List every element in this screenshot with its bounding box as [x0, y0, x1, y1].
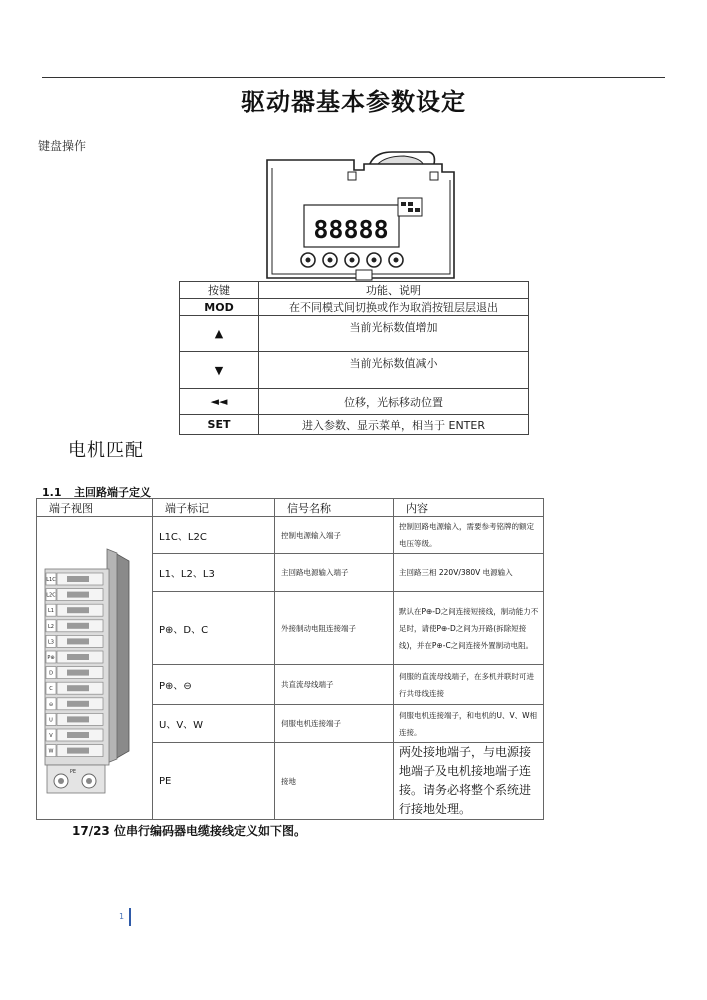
terminal-label-pe: PE [69, 769, 77, 775]
signal-main-power: 主回路电源输入端子 [275, 554, 394, 592]
terminal-label: V [49, 733, 53, 739]
key-shift-icon: ◄◄ [180, 389, 259, 415]
col-signal: 信号名称 [275, 499, 394, 517]
terminal-label: W [48, 748, 54, 755]
encoder-note: 17/23 位串行编码器电缆接线定义如下图。 [72, 824, 306, 838]
terminal-screw [67, 670, 89, 676]
terminal-label: L3 [48, 639, 54, 646]
signal-brake-resistor: 外接制动电阻连接端子 [275, 592, 394, 665]
key-down-desc: 当前光标数值减小 [259, 352, 529, 389]
content-ground: 两处接地端子，与电源接地端子及电机接地端子连接。请务必将整个系统进行接地处理。 [394, 743, 544, 820]
signal-control-power: 控制电源输入端子 [275, 517, 394, 554]
col-view: 端子视图 [37, 499, 153, 517]
terminal-label: L1 [48, 608, 54, 615]
terminal-label: ⊖ [48, 701, 54, 708]
terminal-view [37, 517, 153, 820]
key-set-desc: 进入参数、显示菜单，相当于 ENTER [259, 415, 529, 435]
drive-panel-illustration [264, 150, 459, 282]
terminal-label: P⊕ [47, 655, 55, 661]
col-content: 内容 [394, 499, 544, 517]
content-brake-resistor: 默认在P⊕-D之间连接短接线，制动能力不足时，请使P⊕-D之间为开路(拆除短接线)，并在P⊕-C之间连接外置制动电阻。 [394, 592, 544, 665]
terminal-table [36, 498, 544, 820]
terminal-screw [67, 623, 89, 629]
key-down-icon: ▼ [180, 352, 259, 389]
signal-motor: 伺服电机连接端子 [275, 705, 394, 743]
key-mod: MOD [180, 299, 259, 316]
content-motor: 伺服电机连接端子，和电机的U、V、W相连接。 [394, 705, 544, 743]
key-function-table [179, 281, 529, 435]
mark-main-power: L1、L2、L3 [153, 554, 275, 592]
mark-brake-resistor: P⊕、D、C [153, 592, 275, 665]
section-title: 电机匹配 [68, 440, 144, 461]
key-up-desc: 当前光标数值增加 [259, 316, 529, 352]
terminal-screw [67, 654, 89, 660]
terminal-screw [67, 701, 89, 707]
col-mark: 端子标记 [153, 499, 275, 517]
key-up-icon: ▲ [180, 316, 259, 352]
keyboard-label: 键盘操作 [38, 139, 87, 153]
key-header: 按键 [180, 282, 259, 299]
terminal-screw [67, 592, 89, 598]
key-shift-desc: 位移，光标移动位置 [259, 389, 529, 415]
mark-control-power: L1C、L2C [153, 517, 275, 554]
page-number: 1 [119, 912, 125, 921]
terminal-screw [67, 685, 89, 691]
content-main-power: 主回路三相 220V/380V 电源输入 [394, 554, 544, 592]
terminal-screw [67, 607, 89, 613]
signal-dc-bus: 共直流母线端子 [275, 665, 394, 705]
terminal-screw [67, 638, 89, 644]
function-header: 功能、说明 [259, 282, 529, 299]
terminal-screw [67, 716, 89, 722]
page-number-bar [129, 908, 131, 926]
key-mod-desc: 在不同模式间切换或作为取消按钮层层退出 [259, 299, 529, 316]
seven-segment-display: 88888 [313, 215, 389, 244]
terminal-block-illustration [37, 519, 152, 817]
mark-motor: U、V、W [153, 705, 275, 743]
terminal-screw [67, 732, 89, 738]
content-control-power: 控制回路电源输入，需要参考铭牌的额定电压等级。 [394, 517, 544, 554]
terminal-label: C [49, 686, 53, 693]
terminal-label: U [49, 717, 53, 724]
key-set: SET [180, 415, 259, 435]
mark-ground: PE [153, 743, 275, 820]
terminal-label: L1C [46, 577, 56, 583]
terminal-label: L2C [46, 592, 56, 599]
signal-ground: 接地 [275, 743, 394, 820]
page-title: 驱动器基本参数设定 [241, 88, 466, 116]
subsection-text: 主回路端子定义 [74, 486, 151, 499]
terminal-screw [67, 748, 89, 754]
terminal-label: D [49, 670, 53, 677]
content-dc-bus: 伺服的直流母线端子，在多机并联时可进行共母线连接 [394, 665, 544, 705]
subsection-number: 1.1 [42, 486, 62, 499]
header-rule [42, 77, 665, 78]
terminal-label: L2 [48, 623, 54, 630]
terminal-screw [67, 576, 89, 582]
mark-dc-bus: P⊕、⊖ [153, 665, 275, 705]
